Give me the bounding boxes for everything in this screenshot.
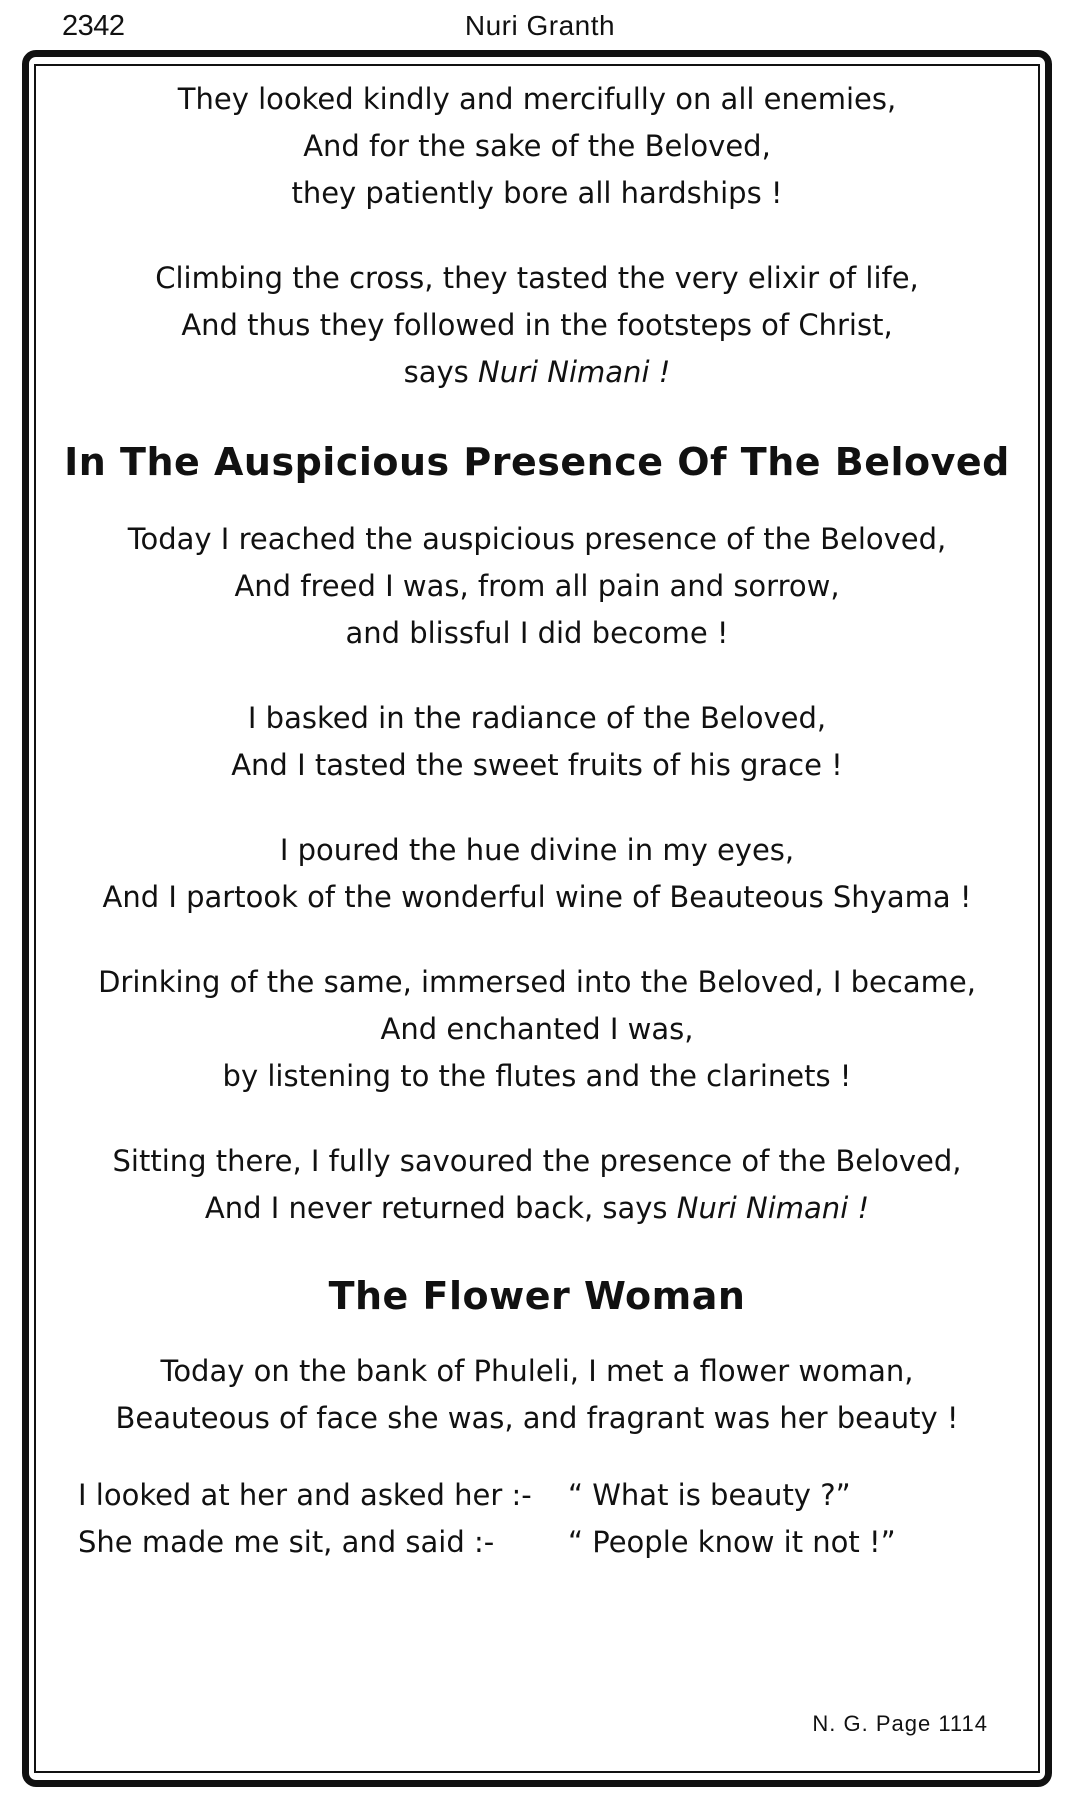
dialogue-quote: “ What is beauty ?” [568, 1478, 851, 1512]
verse-line [36, 1185, 1038, 1232]
page-reference: N. G. Page 1114 [812, 1711, 988, 1736]
running-header: Nuri Granth [464, 10, 616, 41]
dialogue-block [36, 1472, 1038, 1566]
dialogue-quote: “ People know it not !” [568, 1525, 896, 1559]
verse-line: And for the sake of the Beloved, [303, 129, 771, 163]
stanza [36, 76, 1038, 217]
stanza [36, 1348, 1038, 1442]
verse-line: and blissful I did become ! [345, 616, 729, 650]
verse-line: And enchanted I was, [380, 1012, 694, 1046]
stanza [36, 255, 1038, 396]
poem-title: The Flower Woman [328, 1274, 746, 1318]
page-number: 2342 [62, 10, 125, 42]
stanza [36, 695, 1038, 789]
verse-line: And thus they followed in the footsteps of Christ, [181, 308, 893, 342]
verse-line: Sitting there, I fully savoured the presence of the Beloved, [112, 1144, 962, 1178]
poet-name: Nuri Nimani ! [478, 355, 671, 389]
dialogue-line [78, 1519, 1038, 1566]
verse-line: by listening to the flutes and the clarinets ! [222, 1059, 852, 1093]
verse-line: Climbing the cross, they tasted the very elixir of life, [155, 261, 919, 295]
verse-line [36, 349, 1038, 396]
poet-name: Nuri Nimani ! [676, 1191, 870, 1225]
verse-line: Drinking of the same, immersed into the Beloved, I became, [98, 965, 976, 999]
verse-text: And I never returned back, says [204, 1191, 677, 1225]
verse-line: And I partook of the wonderful wine of Beauteous Shyama ! [102, 880, 972, 914]
stanza [36, 1138, 1038, 1232]
dialogue-line [78, 1472, 1038, 1519]
verse-line: I basked in the radiance of the Beloved, [247, 701, 827, 735]
verse-line: Beauteous of face she was, and fragrant was her beauty ! [115, 1401, 959, 1435]
verse-line: And I tasted the sweet fruits of his grace ! [231, 748, 843, 782]
verse-text: says [403, 355, 479, 389]
stanza [36, 827, 1038, 921]
verse-line: Today I reached the auspicious presence of the Beloved, [127, 522, 947, 556]
verse-line: I poured the hue divine in my eyes, [279, 833, 795, 867]
dialogue-speaker: She made me sit, and said :- [78, 1525, 495, 1559]
verse-line: Today on the bank of Phuleli, I met a flower woman, [160, 1354, 914, 1388]
page-content [36, 64, 1038, 1566]
verse-line: They looked kindly and mercifully on all enemies, [177, 82, 897, 116]
dialogue-speaker: I looked at her and asked her :- [78, 1478, 532, 1512]
verse-line: And freed I was, from all pain and sorrow, [234, 569, 840, 603]
stanza [36, 959, 1038, 1100]
poem-title: In The Auspicious Presence Of The Beloved [64, 440, 1010, 484]
stanza [36, 516, 1038, 657]
verse-line: they patiently bore all hardships ! [291, 176, 783, 210]
